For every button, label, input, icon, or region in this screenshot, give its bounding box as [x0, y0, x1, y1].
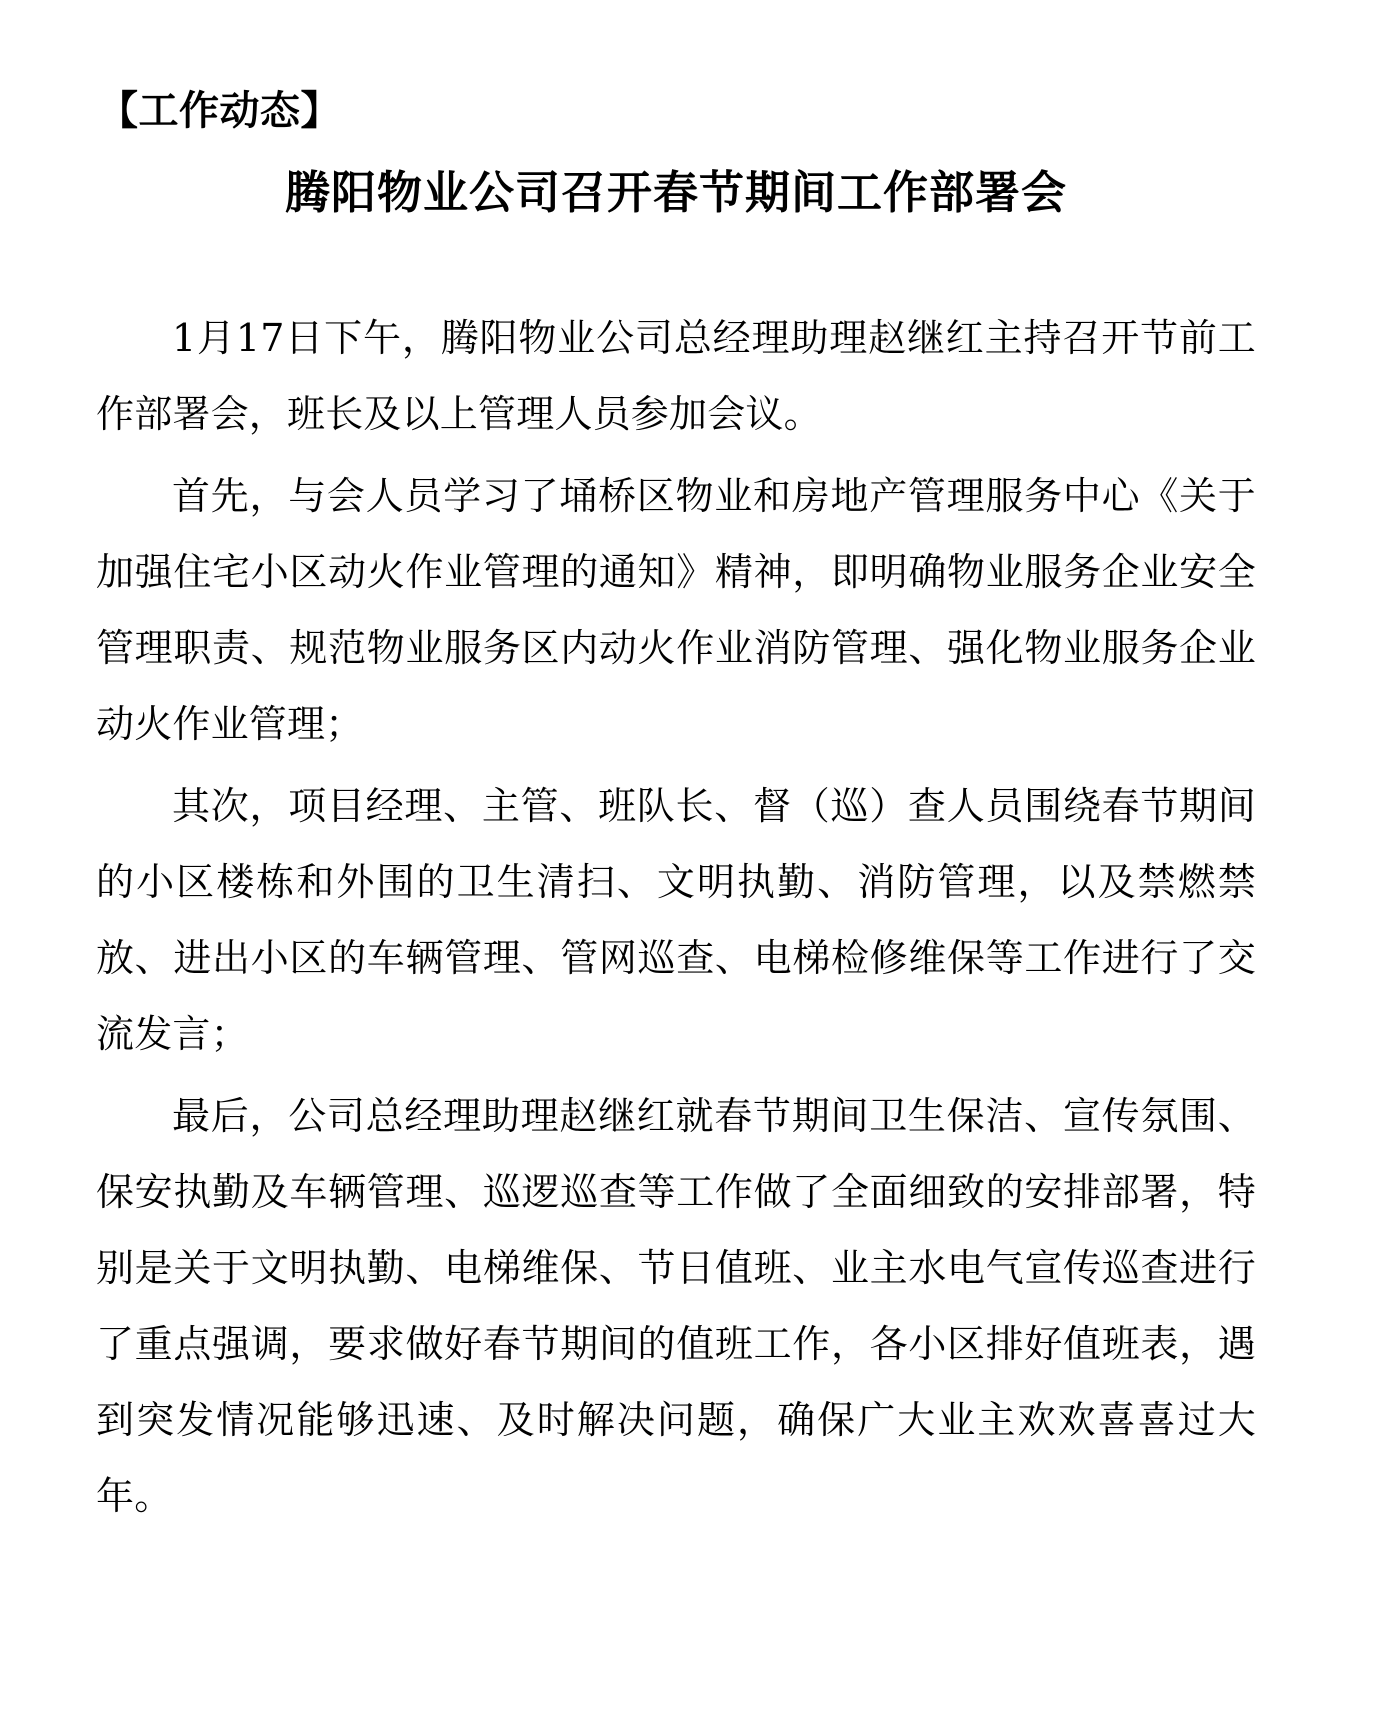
- document-body: [96, 300, 1256, 1534]
- paragraph: 最后，公司总经理助理赵继红就春节期间卫生保洁、宣传氛围、保安执勤及车辆管理、巡逻巡查等工作做了全面细致的安排部署，特别是关于文明执勤、电梯维保、节日值班、业主水电气宣传巡查进行了重点强调，要求做好春节期间的值班工作，各小区排好值班表，遇到突发情况能够迅速、及时解决问题，确保广大业主欢欢喜喜过大年。: [96, 1094, 1256, 1518]
- category-header: 【工作动态】: [98, 87, 341, 134]
- paragraph: 首先，与会人员学习了埇桥区物业和房地产管理服务中心《关于加强住宅小区动火作业管理的通知》精神，即明确物业服务企业安全管理职责、规范物业服务区内动火作业消防管理、强化物业服务企业动火作业管理；: [96, 474, 1256, 746]
- page-title: 腾阳物业公司召开春节期间工作部署会: [284, 166, 1067, 219]
- document-content: [96, 88, 1256, 1534]
- paragraph: 1月17日下午，腾阳物业公司总经理助理赵继红主持召开节前工作部署会，班长及以上管理人员参加会议。: [96, 316, 1256, 436]
- paragraph: 其次，项目经理、主管、班队长、督（巡）查人员围绕春节期间的小区楼栋和外围的卫生清扫、文明执勤、消防管理，以及禁燃禁放、进出小区的车辆管理、管网巡查、电梯检修维保等工作进行了交流发言；: [96, 784, 1256, 1056]
